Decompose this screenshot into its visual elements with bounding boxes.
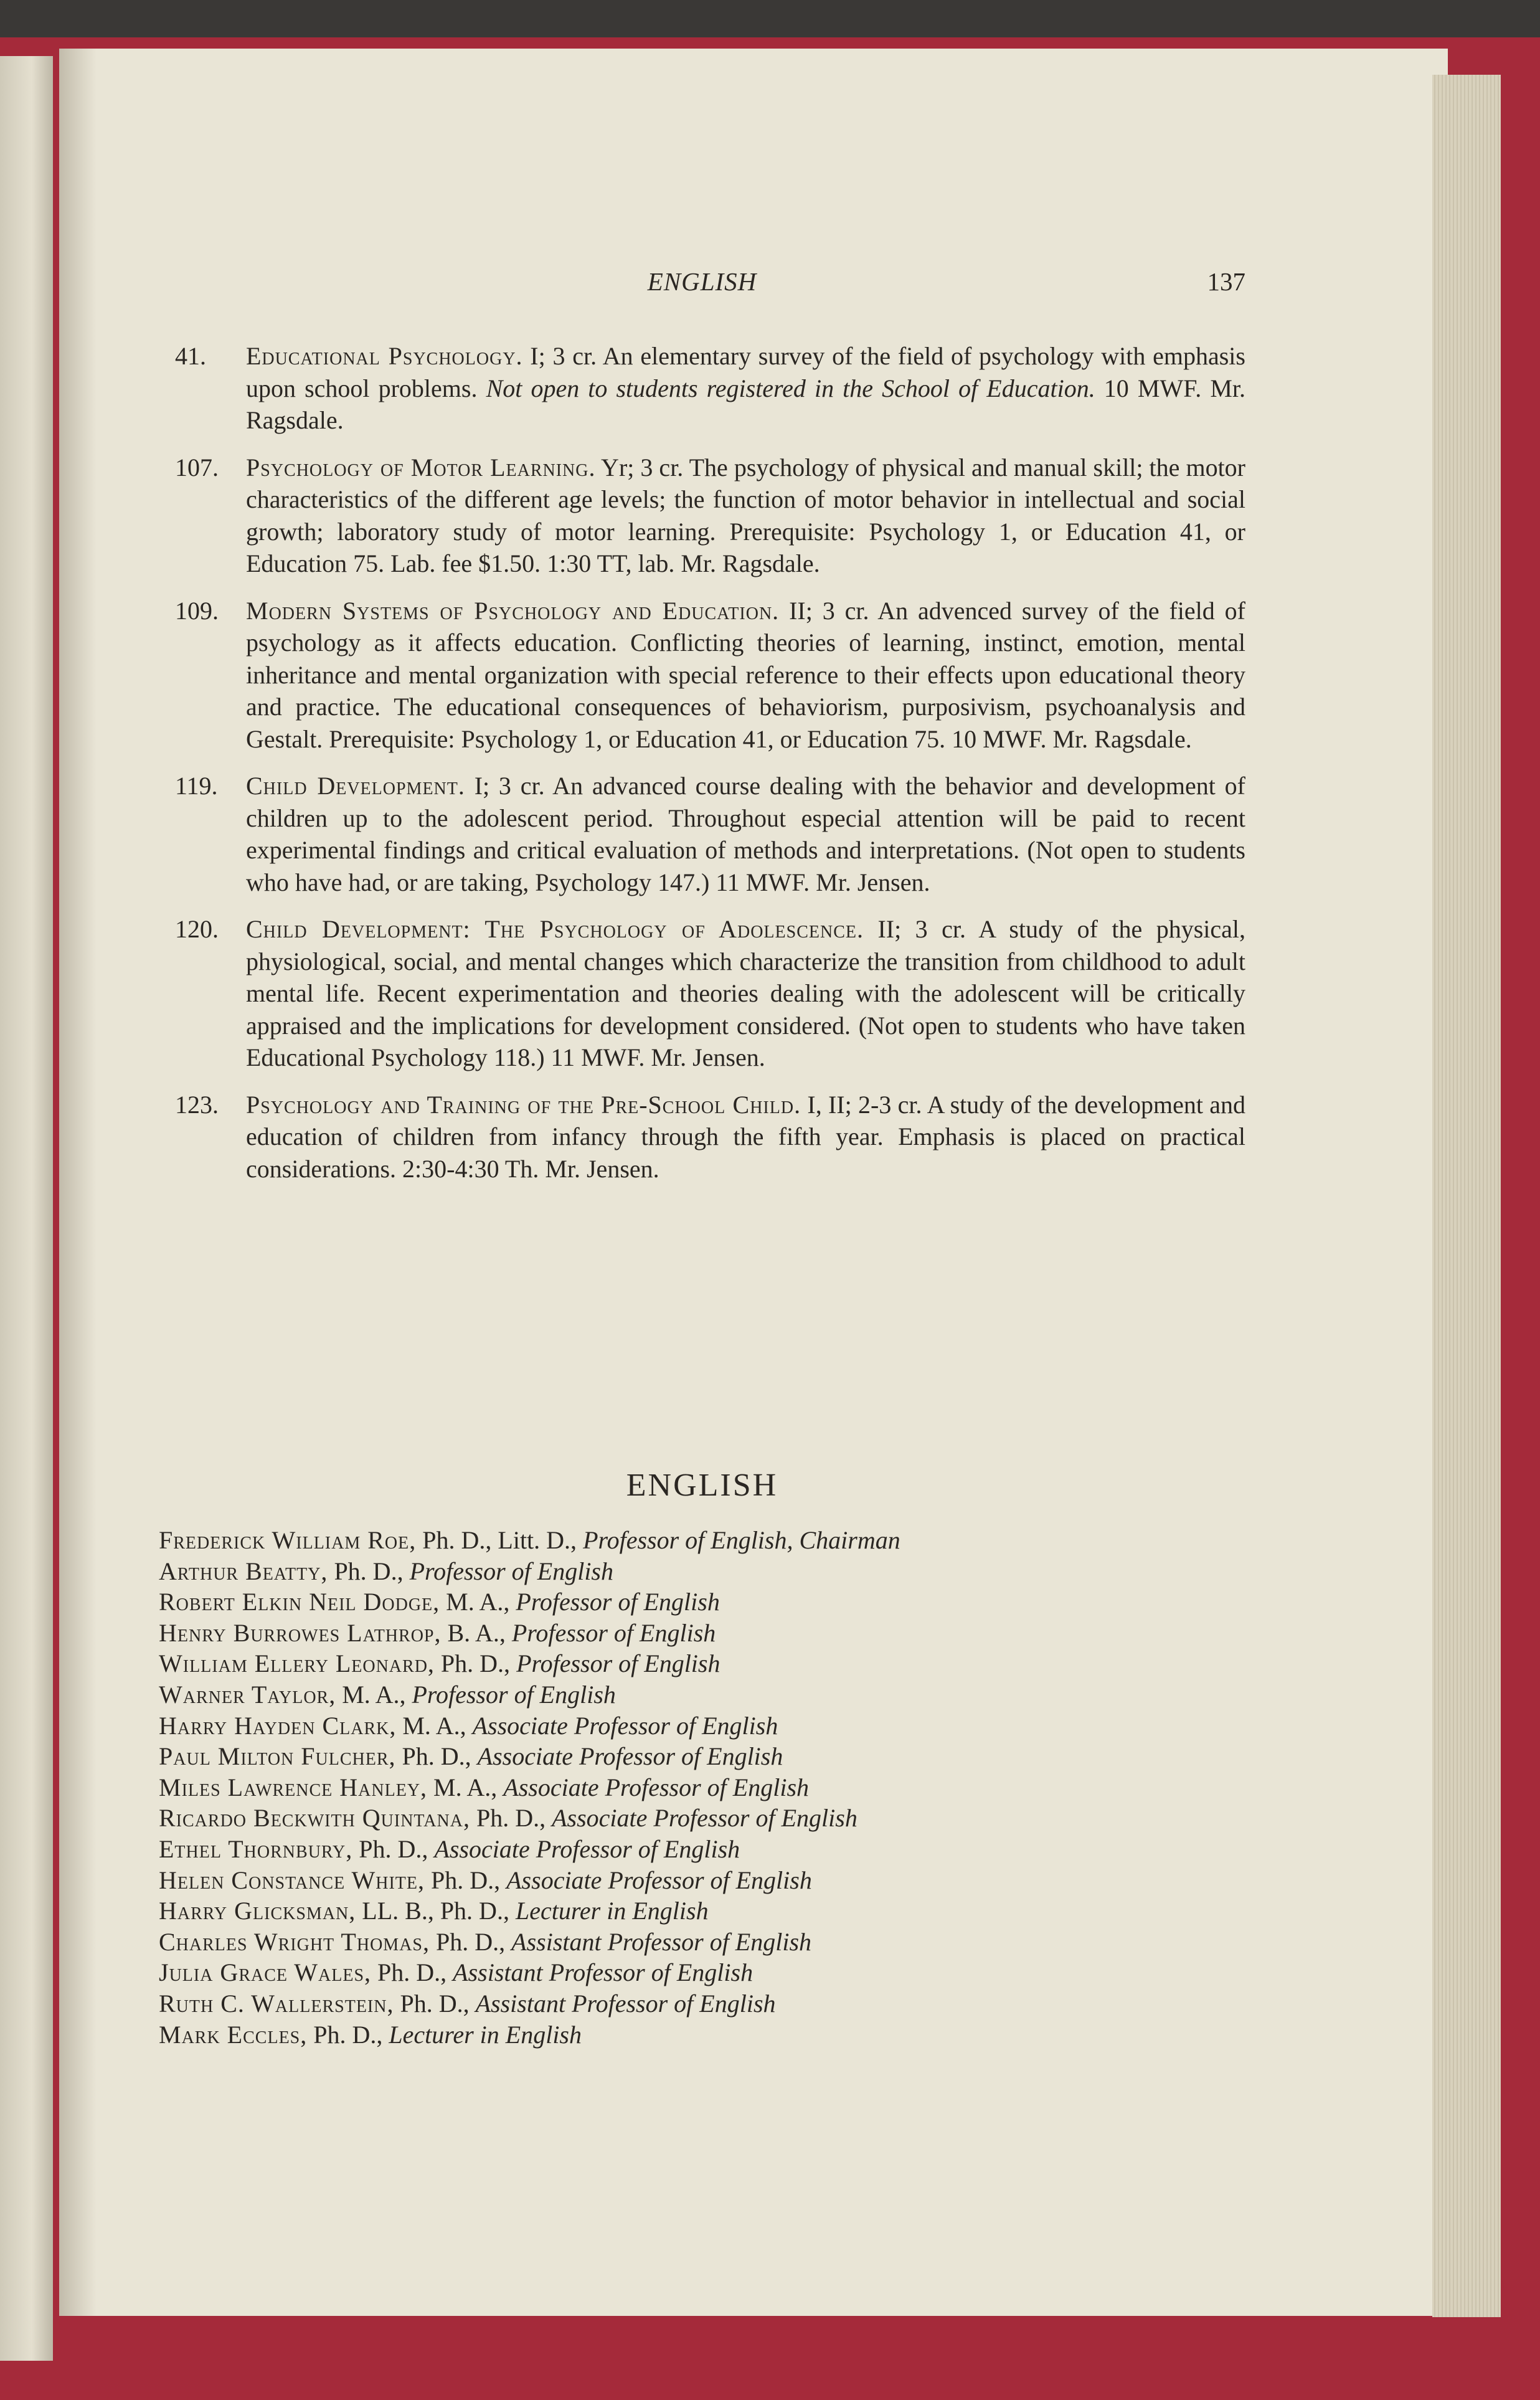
faculty-degree: M. A., <box>396 1711 473 1740</box>
faculty-entry <box>159 1587 1280 1618</box>
faculty-degree: M. A., <box>336 1680 412 1709</box>
faculty-entry <box>159 1525 1280 1556</box>
faculty-degree: Ph. D., <box>394 1989 476 2018</box>
faculty-entry <box>159 1895 1280 1927</box>
faculty-entry <box>159 2019 1280 2051</box>
faculty-entry <box>159 1834 1280 1865</box>
faculty-title: Professor of English <box>516 1588 720 1616</box>
faculty-name: Frederick William Roe, <box>159 1526 417 1554</box>
course-description: I; 3 cr. An advanced course dealing with the behavior and development of children up to the adolescent period. Throughout especial attention will be paid to recent experimental findings and critical evaluation of methods and interpretations. (Not open to students who have had, or are taking, Psychology 147.) 11 MWF. Mr. Jensen. <box>246 772 1245 896</box>
course-entry <box>159 452 1245 580</box>
faculty-name: Warner Taylor, <box>159 1680 336 1709</box>
faculty-name: Harry Glicksman, <box>159 1897 356 1925</box>
faculty-name: Henry Burrowes Lathrop, <box>159 1618 442 1647</box>
running-head <box>159 267 1245 304</box>
left-page-edge <box>0 56 53 2361</box>
faculty-entry <box>159 1741 1280 1772</box>
faculty-degree: Ph. D., Litt. D., <box>416 1526 583 1554</box>
course-entry <box>159 913 1245 1074</box>
faculty-title: Professor of English <box>412 1680 616 1709</box>
faculty-degree: Ph. D., <box>395 1742 478 1771</box>
course-title: Child Development: The Psychology of Adolescence. <box>246 915 864 943</box>
course-description: I; 3 cr. An elementary survey of the field of psychology with emphasis upon school problems. <box>246 342 1245 402</box>
faculty-name: Charles Wright Thomas, <box>159 1927 430 1956</box>
faculty-list <box>159 1525 1280 2050</box>
faculty-name: Ethel Thornbury, <box>159 1834 353 1863</box>
course-note: Not open to students registered in the School of Education. <box>486 374 1095 402</box>
faculty-entry <box>159 1618 1280 1649</box>
faculty-entry <box>159 1710 1280 1742</box>
faculty-entry <box>159 1865 1280 1896</box>
course-title: Psychology of Motor Learning. <box>246 453 596 481</box>
faculty-degree: Ph. D., <box>470 1804 552 1833</box>
faculty-degree: M. A., <box>440 1588 516 1616</box>
faculty-entry <box>159 1803 1280 1834</box>
course-description: Yr; 3 cr. The psychology of physical and manual skill; the motor characteristics of the different age levels; the function of motor behavior in intellectual and social growth; laboratory study of motor learning. Prerequisite: Psychology 1, or Education 41, or Education 75. Lab. fee $1.50. 1:30 TT, lab. Mr. Ragsdale. <box>246 453 1245 577</box>
page-number: 137 <box>1207 267 1245 296</box>
faculty-entry <box>159 1679 1280 1710</box>
course-list <box>159 340 1245 1200</box>
faculty-entry <box>159 1648 1280 1679</box>
course-title: Educational Psychology. <box>246 342 523 370</box>
course-description: II; 3 cr. An advenced survey of the field of psychology as it affects education. Conflicting theories of learning, instinct, emotion, mental inheritance and mental organization with special reference to their effects upon educational theory and practice. The educational consequences of behaviorism, purposivism, psychoanalysis and Gestalt. Prerequisite: Psychology 1, or Education 41, or Education 75. 10 MWF. Mr. Ragsdale. <box>246 596 1245 753</box>
faculty-name: William Ellery Leonard, <box>159 1649 435 1678</box>
faculty-degree: B. A., <box>441 1618 512 1647</box>
faculty-entry <box>159 1772 1280 1803</box>
course-number: 109. <box>175 596 219 625</box>
faculty-degree: M. A., <box>427 1773 504 1801</box>
running-head-title: ENGLISH <box>647 267 757 296</box>
faculty-name: Robert Elkin Neil Dodge, <box>159 1588 440 1616</box>
course-title: Child Development. <box>246 772 465 800</box>
faculty-name: Mark Eccles, <box>159 2020 308 2049</box>
faculty-title: Professor of English <box>409 1557 613 1585</box>
page-stack-edges <box>1432 75 1501 2317</box>
faculty-title: Lecturer in English <box>389 2020 582 2049</box>
faculty-entry <box>159 1988 1280 2019</box>
faculty-title: Assistant Professor of English <box>511 1927 812 1956</box>
faculty-title: Assistant Professor of English <box>475 1989 776 2018</box>
course-number: 120. <box>175 915 219 943</box>
course-title: Modern Systems of Psychology and Education. <box>246 596 780 625</box>
faculty-title: Professor of English <box>516 1649 720 1678</box>
faculty-degree: Ph. D., <box>430 1927 512 1956</box>
faculty-name: Paul Milton Fulcher, <box>159 1742 396 1771</box>
faculty-title: Associate Professor of English <box>472 1711 778 1740</box>
faculty-name: Miles Lawrence Hanley, <box>159 1773 428 1801</box>
course-number: 41. <box>175 342 206 370</box>
faculty-entry <box>159 1927 1280 1958</box>
faculty-entry <box>159 1957 1280 1988</box>
course-schedule: 10 MWF. Mr. Ragsdale. <box>246 374 1245 434</box>
course-description: I, II; 2-3 cr. A study of the development and education of children from infancy through the fifth year. Emphasis is placed on practical considerations. 2:30-4:30 Th. Mr. Jensen. <box>246 1090 1245 1183</box>
faculty-degree: Ph. D., <box>434 1649 517 1678</box>
faculty-title: Lecturer in English <box>515 1897 709 1925</box>
faculty-name: Julia Grace Wales, <box>159 1958 372 1987</box>
faculty-degree: Ph. D., <box>352 1834 435 1863</box>
faculty-title: Professor of English, Chairman <box>583 1526 900 1554</box>
faculty-title: Associate Professor of English <box>503 1773 810 1801</box>
faculty-name: Ricardo Beckwith Quintana, <box>159 1804 470 1833</box>
faculty-name: Arthur Beatty, <box>159 1557 328 1585</box>
section-heading: ENGLISH <box>626 1468 778 1503</box>
course-number: 123. <box>175 1090 219 1119</box>
course-entry <box>159 1089 1245 1185</box>
faculty-degree: Ph. D., <box>307 2020 389 2049</box>
faculty-degree: Ph. D., <box>328 1557 410 1585</box>
course-number: 107. <box>175 453 219 481</box>
faculty-degree: LL. B., Ph. D., <box>356 1897 516 1925</box>
faculty-title: Assistant Professor of English <box>453 1958 753 1987</box>
faculty-title: Associate Professor of English <box>506 1866 812 1894</box>
faculty-degree: Ph. D., <box>424 1866 507 1894</box>
faculty-title: Associate Professor of English <box>477 1742 783 1771</box>
course-description: II; 3 cr. A study of the physical, physiological, social, and mental changes which characterize the transition from childhood to adult mental life. Recent experimentation and theories dealing with the adolescent will be critically appraised and the implications for development considered. (Not open to students who have taken Educational Psychology 118.) 11 MWF. Mr. Jensen. <box>246 915 1245 1071</box>
course-entry <box>159 595 1245 756</box>
course-entry <box>159 340 1245 437</box>
faculty-name: Ruth C. Wallerstein, <box>159 1989 394 2018</box>
faculty-name: Helen Constance White, <box>159 1866 425 1894</box>
faculty-title: Professor of English <box>511 1618 716 1647</box>
faculty-entry <box>159 1556 1280 1587</box>
course-number: 119. <box>175 772 218 800</box>
course-title: Psychology and Training of the Pre-School Child. <box>246 1090 801 1119</box>
course-entry <box>159 770 1245 898</box>
faculty-name: Harry Hayden Clark, <box>159 1711 397 1740</box>
faculty-degree: Ph. D., <box>371 1958 453 1987</box>
faculty-title: Associate Professor of English <box>552 1804 857 1833</box>
page-gutter-shadow <box>59 49 97 2316</box>
faculty-title: Associate Professor of English <box>434 1834 740 1863</box>
